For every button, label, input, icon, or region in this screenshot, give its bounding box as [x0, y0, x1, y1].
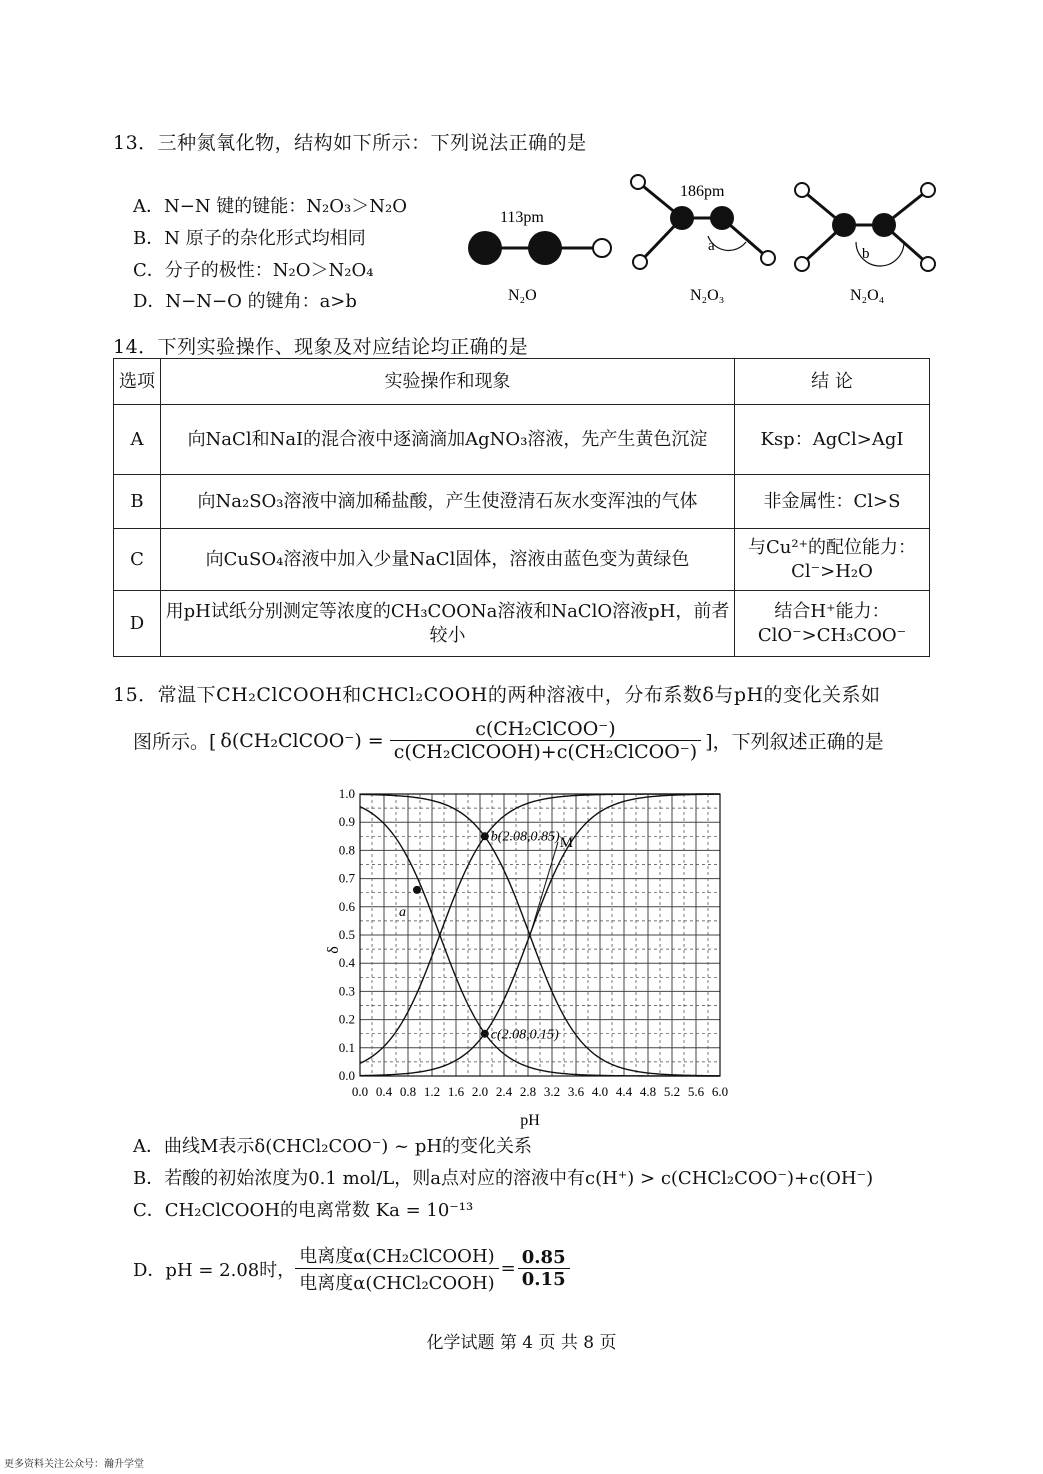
q15-option-d-value	[518, 1247, 570, 1290]
x-tick-label: 1.2	[423, 1084, 441, 1099]
chart-ylabel: δ	[325, 946, 342, 954]
x-tick-label: 0.0	[351, 1084, 369, 1099]
x-tick-label: 1.6	[447, 1084, 465, 1099]
n2o3-o-atom-3	[761, 251, 775, 265]
x-tick-label: 3.2	[543, 1084, 561, 1099]
chart-points	[399, 829, 560, 1042]
y-tick-label: 0.8	[338, 842, 355, 858]
n2o4-o-atom-3	[921, 183, 935, 197]
q14-row-c-operation: 向CuSO₄溶液中加入少量NaCl固体，溶液由蓝色变为黄绿色	[161, 529, 735, 591]
q14-table	[113, 358, 930, 657]
q14-row-d-conclusion: 结合H⁺能力：ClO⁻>CH₃COO⁻	[735, 591, 930, 657]
y-tick-label: 0.4	[338, 955, 355, 971]
q14-row-b-conclusion: 非金属性：Cl>S	[735, 475, 930, 529]
q13-option-c: C．分子的极性：N₂O＞N₂O₄	[133, 260, 374, 281]
n2o3-bond-label: 186pm	[680, 183, 725, 200]
n2o3-o-atom-1	[631, 175, 645, 189]
q14-row-c-conclusion: 与Cu²⁺的配位能力：Cl⁻>H₂O	[735, 529, 930, 591]
n2o3-o-atom-2	[633, 255, 647, 269]
q15-option-b: B．若酸的初始浓度为0.1 mol/L，则a点对应的溶液中有c(H⁺) > c(CHCl₂COO⁻)+c(OH⁻)	[133, 1168, 874, 1189]
q13-option-d: D．N−N−O 的键角：a>b	[133, 291, 357, 312]
n2o3-n-atom-1	[670, 206, 694, 230]
y-tick-label: 1.0	[338, 786, 355, 801]
q14-row-a-operation: 向NaCl和NaI的混合液中逐滴滴加AgNO₃溶液，先产生黄色沉淀	[161, 405, 735, 475]
curve-m-label: M	[559, 834, 574, 851]
q15-option-d-numerator: 电离度α(CH₂ClCOOH)	[295, 1242, 498, 1269]
y-tick-label: 0.5	[338, 927, 355, 942]
y-tick-label: 0.2	[338, 1011, 355, 1027]
q14-row-a-option: A	[114, 405, 161, 475]
x-tick-label: 5.6	[687, 1084, 705, 1099]
q14-title: 14．下列实验操作、现象及对应结论均正确的是	[113, 336, 529, 358]
q13-option-b: B．N 原子的杂化形式均相同	[133, 228, 366, 249]
q14-row-c-option: C	[114, 529, 161, 591]
y-tick-label: 0.7	[338, 870, 355, 886]
x-tick-label: 3.6	[567, 1084, 585, 1099]
point-a-label: a	[399, 904, 406, 920]
n2o4-angle-b: b	[862, 246, 870, 262]
q15-option-d-value-den: 0.15	[521, 1269, 566, 1290]
page-footer: 化学试题 第 4 页 共 8 页	[426, 1333, 617, 1353]
q15-option-d: D．pH = 2.08时， $\frac{\text{电离度α(CH₂ClCOOH)}}{\text{电离度α(CHCl₂COOH)}}$ = $\frac{0.85}{0.15}$	[133, 1242, 570, 1295]
table-row	[114, 405, 930, 475]
x-tick-label: 2.4	[495, 1084, 513, 1099]
q15-formula-denominator: c(CH₂ClCOOH)+c(CH₂ClCOO⁻)	[393, 741, 698, 763]
q15-option-d-value-num: 0.85	[518, 1247, 570, 1269]
q15-formula-line	[133, 718, 884, 763]
n2o4-o-atom-2	[795, 257, 809, 271]
point-c-label: c(2.08,0.15)	[490, 1027, 559, 1043]
q15-distribution-chart	[300, 780, 740, 1130]
n2o-n-atom-2	[528, 231, 562, 265]
q15-option-c: C．CH₂ClCOOH的电离常数 Ka = 10⁻¹³	[133, 1200, 474, 1221]
n2o-n-atom-1	[468, 231, 502, 265]
q15-option-d-denominator: 电离度α(CHCl₂COOH)	[299, 1273, 495, 1294]
x-tick-label: 0.8	[399, 1084, 417, 1099]
q15-line2-suffix: ]，下列叙述正确的是	[705, 731, 884, 753]
n2o-name: N₂O	[508, 287, 537, 304]
n2o4-o-atom-1	[795, 183, 809, 197]
q13-option-a: A．N−N 键的键能：N₂O₃＞N₂O	[133, 196, 407, 217]
q14-row-d-option: D	[114, 591, 161, 657]
x-tick-label: 2.0	[471, 1084, 489, 1099]
n2o4-n-atom-2	[872, 213, 896, 237]
x-tick-label: 4.4	[615, 1084, 633, 1099]
table-row	[114, 529, 930, 591]
q15-line2-prefix: 图所示。[	[133, 731, 217, 753]
n2o4-name: N₂O₄	[850, 287, 885, 304]
q15-option-a: A．曲线M表示δ(CHCl₂COO⁻) ~ pH的变化关系	[133, 1136, 533, 1157]
point-c	[481, 1030, 489, 1038]
x-tick-label: 6.0	[711, 1084, 729, 1099]
q14-row-a-conclusion: Ksp：AgCl>AgI	[735, 405, 930, 475]
n2o-o-atom	[593, 239, 611, 257]
y-tick-label: 0.0	[338, 1068, 355, 1083]
q15-title: 15．常温下CH₂ClCOOH和CHCl₂COOH的两种溶液中，分布系数δ与pH的变化关系如	[113, 684, 881, 706]
q13-title: 13．三种氮氧化物，结构如下所示：下列说法正确的是	[113, 132, 587, 154]
q14-header-conclusion: 结 论	[735, 359, 930, 405]
n2o-bond-label: 113pm	[500, 209, 544, 226]
curve-m-leader	[531, 842, 558, 932]
n2o4-o-atom-4	[921, 257, 935, 271]
point-b	[481, 832, 489, 840]
y-tick-label: 0.6	[338, 898, 355, 914]
q15-formula-lhs: δ(CH₂ClCOO⁻) =	[220, 729, 384, 752]
x-tick-label: 5.2	[663, 1084, 681, 1099]
q13-molecule-figure	[460, 170, 950, 310]
y-tick-label: 0.1	[338, 1039, 355, 1055]
x-tick-label: 2.8	[519, 1084, 537, 1099]
chart-xlabel: pH	[520, 1112, 540, 1129]
n2o3-angle-a: a	[708, 238, 715, 254]
q15-option-d-prefix: D．pH = 2.08时，	[133, 1259, 296, 1281]
point-b-label: b(2.08,0.85)	[490, 829, 560, 845]
n2o3-n-atom-2	[710, 206, 734, 230]
point-a	[413, 886, 421, 894]
x-tick-label: 4.0	[591, 1084, 609, 1099]
y-tick-label: 0.3	[338, 983, 355, 999]
q14-row-d-operation: 用pH试纸分别测定等浓度的CH₃COONa溶液和NaClO溶液pH，前者较小	[161, 591, 735, 657]
y-tick-label: 0.9	[338, 814, 355, 830]
x-tick-label: 0.4	[375, 1084, 393, 1099]
n2o4-n-atom-1	[832, 213, 856, 237]
n2o3-name: N₂O₃	[690, 287, 725, 304]
q14-row-b-operation: 向Na₂SO₃溶液中滴加稀盐酸，产生使澄清石灰水变浑浊的气体	[161, 475, 735, 529]
x-tick-label: 4.8	[639, 1084, 657, 1099]
q15-option-d-fraction	[295, 1242, 498, 1295]
q15-formula-fraction	[390, 718, 702, 763]
table-row	[114, 475, 930, 529]
q14-header-operation: 实验操作和现象	[161, 359, 735, 405]
table-row	[114, 591, 930, 657]
q14-row-b-option: B	[114, 475, 161, 529]
bottom-note: 更多资料关注公众号：瀚升学堂	[4, 1459, 144, 1470]
q15-formula-numerator: c(CH₂ClCOO⁻)	[390, 718, 702, 741]
q14-header-option: 选项	[114, 359, 161, 405]
